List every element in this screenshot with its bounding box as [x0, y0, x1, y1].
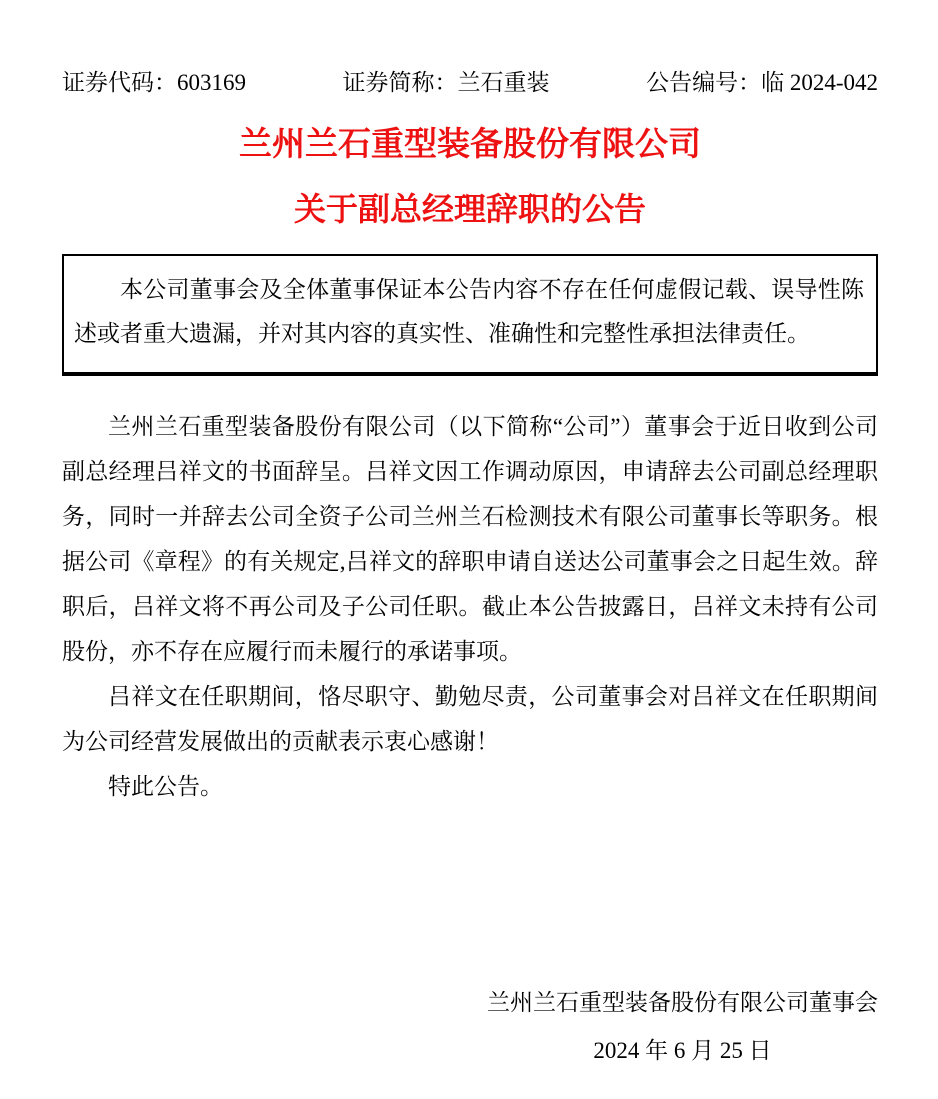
signature-inner — [487, 979, 878, 1075]
company-title: 兰州兰石重型装备股份有限公司 — [239, 125, 701, 162]
stock-short-name: 证券简称：兰石重装 — [342, 70, 550, 95]
body-paragraph-2: 吕祥文在任职期间，恪尽职守、勤勉尽责，公司董事会对吕祥文在任职期间为公司经营发展做出的贡献表示衷心感谢！ — [62, 684, 878, 754]
body-paragraph-1: 兰州兰石重型装备股份有限公司（以下简称“公司”）董事会于近日收到公司副总经理吕祥文的书面辞呈。吕祥文因工作调动原因，申请辞去公司副总经理职务，同时一并辞去公司全资子公司兰州兰石检测技术有限公司董事长等职务。根据公司《章程》的有关规定,吕祥文的辞职申请自送达公司董事会之日起生效。辞职后，吕祥文将不再公司及子公司任职。截止本公告披露日，吕祥文未持有公司股份，亦不存在应履行而未履行的承诺事项。 — [62, 414, 878, 664]
announcement-title: 关于副总经理辞职的公告 — [293, 191, 646, 227]
announcement-number: 公告编号：临 2024-042 — [646, 70, 878, 95]
disclaimer-text: 本公司董事会及全体董事保证本公告内容不存在任何虚假记载、误导性陈述或者重大遗漏，并对其内容的真实性、准确性和完整性承担法律责任。 — [74, 277, 864, 346]
stock-code: 证券代码：603169 — [62, 70, 246, 95]
document-header — [62, 68, 878, 98]
signature-date: 2024 年 6 月 25 日 — [593, 1038, 772, 1063]
announcement-body — [62, 404, 878, 809]
disclaimer-box — [62, 254, 878, 376]
signature-board: 兰州兰石重型装备股份有限公司董事会 — [487, 990, 878, 1015]
body-paragraph-3: 特此公告。 — [108, 774, 223, 799]
signature-block — [62, 979, 878, 1075]
